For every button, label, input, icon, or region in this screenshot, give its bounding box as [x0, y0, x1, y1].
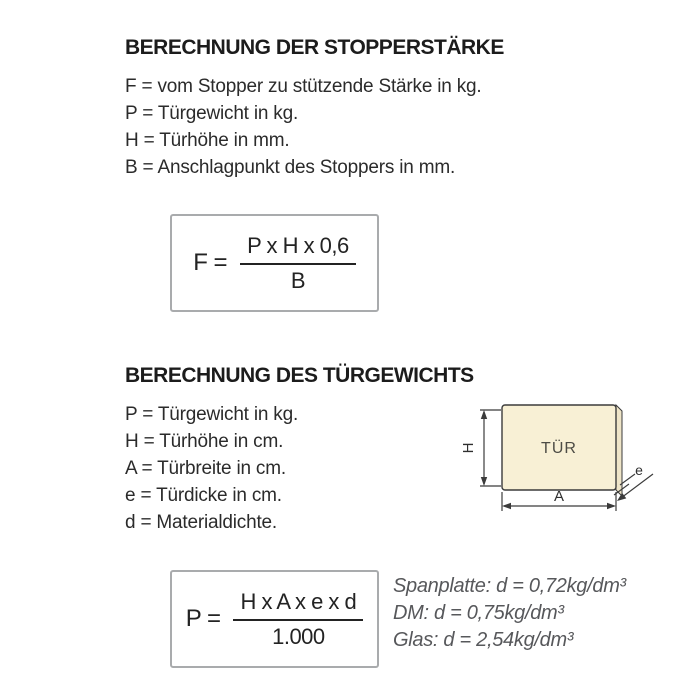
stopper-formula-box [170, 214, 379, 312]
h-arrow-up [481, 410, 487, 419]
a-arrow-right [607, 503, 616, 509]
definition-d: d = Materialdichte. [125, 512, 277, 533]
door-weight-formula-box [170, 570, 379, 668]
weight-formula-numerator: H x A x e x d [233, 589, 363, 621]
weight-formula-denominator: 1.000 [272, 623, 325, 649]
definition-a: A = Türbreite in cm. [125, 458, 286, 479]
height-dimension-label: H [460, 442, 477, 454]
door-edge-shape [616, 405, 622, 496]
section2-definitions [125, 401, 298, 536]
thickness-dimension-label: e [635, 462, 643, 478]
definition-p2: P = Türgewicht in kg. [125, 404, 299, 425]
door-diagram [460, 393, 680, 525]
definition-h: H = Türhöhe in mm. [125, 130, 290, 151]
density-dm: DM: d = 0,75kg/dm³ [393, 602, 564, 624]
stopper-formula-fraction [240, 233, 356, 294]
stopper-formula-numerator: P x H x 0,6 [240, 233, 356, 265]
stopper-formula-lhs: F = [193, 249, 228, 276]
weight-formula-lhs: P = [185, 605, 221, 632]
definition-e: e = Türdicke in cm. [125, 485, 282, 506]
definition-f: F = vom Stopper zu stützende Stärke in kg. [125, 76, 482, 97]
material-densities [393, 573, 626, 654]
section1-definitions [125, 73, 481, 181]
section1-title: BERECHNUNG DER STOPPERSTÄRKE [125, 36, 504, 59]
density-spanplatte: Spanplatte: d = 0,72kg/dm³ [393, 575, 626, 597]
density-glas: Glas: d = 2,54kg/dm³ [393, 629, 574, 651]
e-arrow [617, 493, 626, 501]
definition-p: P = Türgewicht in kg. [125, 103, 299, 124]
weight-formula-fraction [233, 589, 363, 650]
a-arrow-left [502, 503, 511, 509]
stopper-formula-denominator: B [290, 267, 305, 293]
definition-b: B = Anschlagpunkt des Stoppers in mm. [125, 157, 456, 178]
h-arrow-down [481, 477, 487, 486]
door-label: TÜR [541, 440, 577, 457]
width-dimension-label: A [553, 488, 565, 505]
section2-title: BERECHNUNG DES TÜRGEWICHTS [125, 364, 474, 387]
definition-h2: H = Türhöhe in cm. [125, 431, 284, 452]
